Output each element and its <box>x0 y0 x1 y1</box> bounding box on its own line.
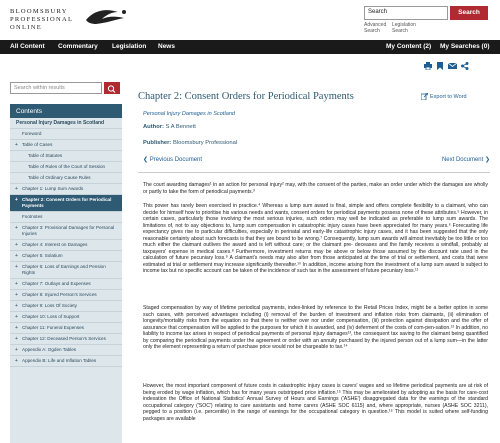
site-search-input[interactable]: Search <box>364 6 448 20</box>
sidebar-item[interactable] <box>10 118 122 129</box>
contents-title: Contents <box>10 104 122 118</box>
expand-plus-icon[interactable]: + <box>15 314 18 320</box>
sidebar-item[interactable] <box>10 301 122 312</box>
sidebar-item[interactable] <box>10 195 122 212</box>
sidebar-item-label: Chapter 10: Loss of Support <box>22 314 80 319</box>
expand-plus-icon[interactable]: + <box>15 336 18 342</box>
next-document-link[interactable] <box>442 156 490 163</box>
sidebar-item-label: Chapter 1: Lump Sum Awards <box>22 186 84 191</box>
logo-line-1: BLOOMSBURY <box>10 8 68 15</box>
expand-plus-icon[interactable]: + <box>15 242 18 248</box>
nav-my-content[interactable]: My Content (2) <box>386 43 432 50</box>
expand-plus-icon[interactable]: + <box>15 186 18 192</box>
sidebar-item[interactable] <box>10 356 122 367</box>
legislation-search-link[interactable] <box>392 22 416 34</box>
sidebar-item-label: Appendix B: Life and Inflation Tables <box>22 358 97 363</box>
sidebar-item[interactable] <box>10 279 122 290</box>
advanced-search-label-1: Advanced <box>364 22 387 28</box>
author-name: S A Bennett <box>165 124 196 130</box>
sidebar-item[interactable] <box>10 262 122 279</box>
publisher-name: Bloomsbury Professional <box>172 140 238 146</box>
expand-plus-icon[interactable]: + <box>15 281 18 287</box>
sidebar-item[interactable] <box>10 323 122 334</box>
previous-document-label: Previous Document <box>149 157 203 163</box>
sidebar-item[interactable] <box>10 223 122 240</box>
breadcrumb[interactable]: Personal Injury Damages in Scotland <box>143 111 236 117</box>
chevron-right-icon: ❯ <box>484 157 490 163</box>
sidebar-item-label: Foreword <box>22 131 42 136</box>
sidebar-item-label: Table of Statutes <box>28 153 63 158</box>
expand-plus-icon[interactable]: + <box>15 347 18 353</box>
expand-plus-icon[interactable]: + <box>15 325 18 331</box>
chevron-left-icon: ❮ <box>143 157 149 163</box>
document-pager <box>143 156 490 166</box>
sidebar-item[interactable] <box>10 162 122 173</box>
logo-line-3: ONLINE <box>10 24 42 31</box>
search-icon <box>104 83 120 95</box>
expand-plus-icon[interactable]: + <box>15 253 18 259</box>
logo-line-2: PROFESSIONAL <box>10 16 74 23</box>
sidebar-item[interactable] <box>10 140 122 151</box>
expand-plus-icon[interactable]: + <box>15 303 18 309</box>
main-nav <box>0 40 500 54</box>
paragraph-3: Staged compensation by way of lifetime periodical payments, index-linked by reference to the Retail Prices Index, might be a better option in some such cases, with perceived advantages including (i) removal of the burden of investment and inflation risks from claimants, (ii) elimination of longevity/mortality risks from the equation so that there is neither over nor under compensation, (iii) protection against dissipation and the offer of assurance that compensation will be applied to the purposes for which it is awarded, and (iv) deferment of the costs of com-pen-sation.¹² In addition, no liability to income tax arises in respect of periodical payments of personal injury damages¹³, the consequent tax saving to the claimant being quantified by comparing the periodical payments under the agreement or order with an annuity purchased by the injured person out of a lump sum—in the latter only the element representing a return of purchase price would not be chargeable to tax.¹⁴ <box>143 305 488 351</box>
sidebar-item-label: Table of Rules of the Court of Session <box>28 164 106 169</box>
sidebar-item[interactable] <box>10 290 122 301</box>
sidebar-item-label: Chapter 3: Provisional Damages for Personal Injuries <box>22 225 115 236</box>
sidebar-search-input[interactable]: Search within results <box>10 82 102 94</box>
paragraph-1: The court awarding damages¹ in an action for personal injury² may, with the consent of the parties, make an order under which the damages are wholly or partly to take the form of periodical payments.³ <box>143 182 488 195</box>
sidebar-search-button[interactable] <box>104 82 120 94</box>
nav-legislation[interactable]: Legislation <box>112 43 147 50</box>
sidebar-item[interactable] <box>10 173 122 184</box>
sidebar-item-label: Chapter 6: Loss of Earnings and Pension Rights <box>22 264 106 275</box>
sidebar-item-label: Chapter 4: Interest on Damages <box>22 242 88 247</box>
expand-plus-icon[interactable]: + <box>15 142 18 148</box>
sidebar-item-label: Chapter 2: Consent Orders for Periodical Payments <box>22 197 112 208</box>
sidebar-item[interactable] <box>10 251 122 262</box>
expand-plus-icon[interactable]: + <box>15 225 18 231</box>
paragraph-2: This power has rarely been exercised in practice.⁴ Whereas a lump sum award is final, simple and offers complete flexibility to a claimant, who can decide for himself how to prioritise his various needs and wants, consent orders for periodical payments possess none of these attributes.⁵ However, in certain cases, particularly those involving the most serious injuries, such orders may well be indicated as preferable to lump sum awards. The limitations of, not to say objections to, lump sum compensation in catastrophic injury cases have been appreciated for many years.⁶ Forecasting life expectancy gives rise to particular difficulties, especially in perinatal and early-life catastrophic injury cases, and it has been suggested that the only reasonable certainty about such forecasts is that they are bound to be wrong.⁷ Consequently, lump sum awards will almost inevitably be too little or too much either the claimant outlives the award and is left without care; or the claimant pre- deceases and the family receives a windfall, probably at taxpayers' expense in medical cases.⁸ Furthermore, investment returns may be above or below those assumed by the discount rate used in the calculation of future pecuniary loss.⁹ A claimant's needs may also alter from those anticipated at the time of trial or settlement, and costs that were estimated at trial or settlement may increase significantly thereafter.¹⁰ In addition, income arising from the investment of a lump sum award is subject to income tax but no specific account can be taken of the incidence of such tax in the assessment of future pecuniary loss.¹¹ <box>143 203 488 275</box>
publisher-label: Publisher: <box>143 140 172 146</box>
sidebar-item-label: Chapter 5: Solatium <box>22 253 63 258</box>
nav-commentary[interactable]: Commentary <box>58 43 98 50</box>
expand-plus-icon[interactable]: + <box>15 292 18 298</box>
page-title: Chapter 2: Consent Orders for Periodical Payments <box>138 91 354 102</box>
sidebar-item[interactable] <box>10 334 122 345</box>
share-icon[interactable] <box>461 62 469 70</box>
sidebar-item-label: Table of Ordinary Cause Rules <box>28 175 91 180</box>
advanced-search-link[interactable] <box>364 22 386 34</box>
nav-all-content[interactable]: All Content <box>10 43 45 50</box>
legislation-search-label-1: Legislation <box>392 22 416 28</box>
sidebar-item-label: Chapter 9: Loss Of Society <box>22 303 77 308</box>
sidebar-item[interactable] <box>10 312 122 323</box>
sidebar-item[interactable] <box>10 345 122 356</box>
sidebar-item[interactable] <box>10 184 122 195</box>
expand-plus-icon[interactable]: + <box>15 264 18 270</box>
bird-logo-icon <box>84 6 132 26</box>
advanced-search-label-2: Search <box>364 28 380 34</box>
sidebar-item[interactable] <box>10 151 122 162</box>
next-document-label: Next Document <box>441 157 484 163</box>
legislation-search-label-2: Search <box>392 28 408 34</box>
previous-document-link[interactable] <box>143 156 202 163</box>
author-line <box>143 124 196 130</box>
sidebar-item-label: Chapter 8: Injured Person's Services <box>22 292 97 297</box>
contents-sidebar <box>10 104 122 443</box>
logo[interactable] <box>10 8 73 32</box>
sidebar-item[interactable] <box>10 240 122 251</box>
author-label: Author: <box>143 124 164 130</box>
sidebar-item-label: Footnotes <box>22 214 43 219</box>
sidebar-item-label: Chapter 11: Funeral Expenses <box>22 325 84 330</box>
publisher-line <box>143 140 237 146</box>
email-icon[interactable] <box>448 62 457 70</box>
export-icon[interactable] <box>421 93 428 100</box>
sidebar-item-label: Chapter 12: Deceased Person's Services <box>22 336 106 341</box>
sidebar-item-label: Appendix A: Ogden Tables <box>22 347 77 352</box>
site-search-button[interactable]: Search <box>450 6 488 20</box>
nav-news[interactable]: News <box>158 43 175 50</box>
export-to-word-link[interactable]: Export to Word <box>430 94 467 100</box>
divider <box>138 172 490 173</box>
sidebar-item[interactable] <box>10 129 122 140</box>
sidebar-item[interactable] <box>10 212 122 223</box>
bookmark-icon[interactable] <box>436 62 444 70</box>
paragraph-4: However, the most important component of future costs in catastrophic injury cases is carers' wages and so lifetime periodical payments are at risk of being eroded by wage inflation, which has for many years outstripped price inflation.¹⁵ This may be ameliorated by adopting as the basis for care-cost indexation the Office of National Statistics' Annual Survey of Hours and Earnings ('ASHE') disaggregated data for the earnings of the standard occupational category ('SOC') relating to care assistants and home carers (ASHE SOC 6115) and, where appropriate, nurses (ASHE SOC 3211), pegged to a position (i.e. percentile) in the range of earnings for the occupational category in question.¹⁶ This model is suited where self-funding packages are available <box>143 383 488 422</box>
expand-plus-icon[interactable]: + <box>15 197 18 203</box>
expand-plus-icon[interactable]: + <box>15 358 18 364</box>
sidebar-item-label: Table of Cases <box>22 142 53 147</box>
site-header <box>0 0 500 40</box>
sidebar-item-label: Chapter 7: Outlays and Expenses <box>22 281 91 286</box>
contents-list <box>10 118 122 367</box>
print-icon[interactable] <box>424 62 432 70</box>
nav-my-searches[interactable]: My Searches (0) <box>440 43 490 50</box>
sidebar-item-label: Personal Injury Damages in Scotland <box>16 120 105 126</box>
